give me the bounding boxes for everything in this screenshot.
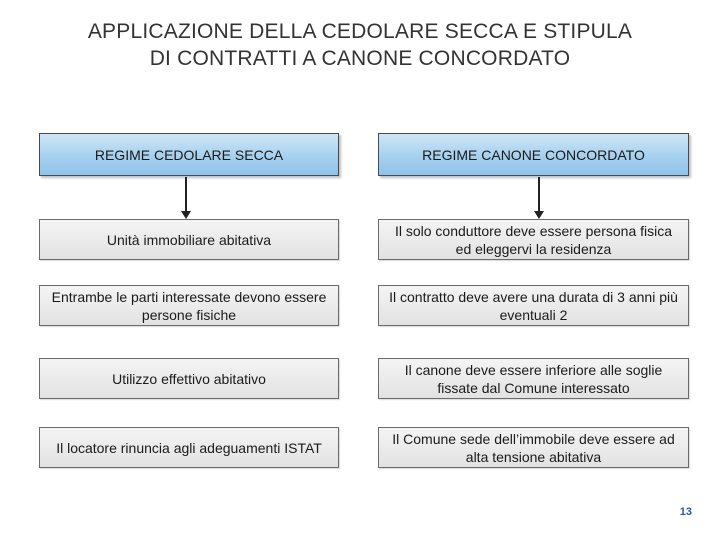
cedolare-item-3: Utilizzo effettivo abitativo <box>39 358 339 399</box>
slide-title-line-1: APPLICAZIONE DELLA CEDOLARE SECCA E STIPULA <box>87 20 633 43</box>
concordato-item-1: Il solo conduttore deve essere persona fisica ed eleggervi la residenza <box>378 219 689 260</box>
cedolare-item-1: Unità immobiliare abitativa <box>39 219 339 260</box>
slide-title-line-2: DI CONTRATTI A CANONE CONCORDATO <box>149 47 571 70</box>
header-canone-concordato: REGIME CANONE CONCORDATO <box>378 133 689 176</box>
concordato-item-2: Il contratto deve avere una durata di 3 anni più eventuali 2 <box>378 285 689 326</box>
page-number: 13 <box>679 506 692 518</box>
slide-title <box>0 18 720 72</box>
concordato-item-4: Il Comune sede dell’immobile deve essere ad alta tensione abitativa <box>378 427 689 468</box>
cedolare-item-2: Entrambe le parti interessate devono essere persone fisiche <box>39 285 339 326</box>
concordato-item-3: Il canone deve essere inferiore alle soglie fissate dal Comune interessato <box>378 358 689 399</box>
header-cedolare-secca: REGIME CEDOLARE SECCA <box>39 133 339 176</box>
cedolare-item-4: Il locatore rinuncia agli adeguamenti ISTAT <box>39 427 339 468</box>
